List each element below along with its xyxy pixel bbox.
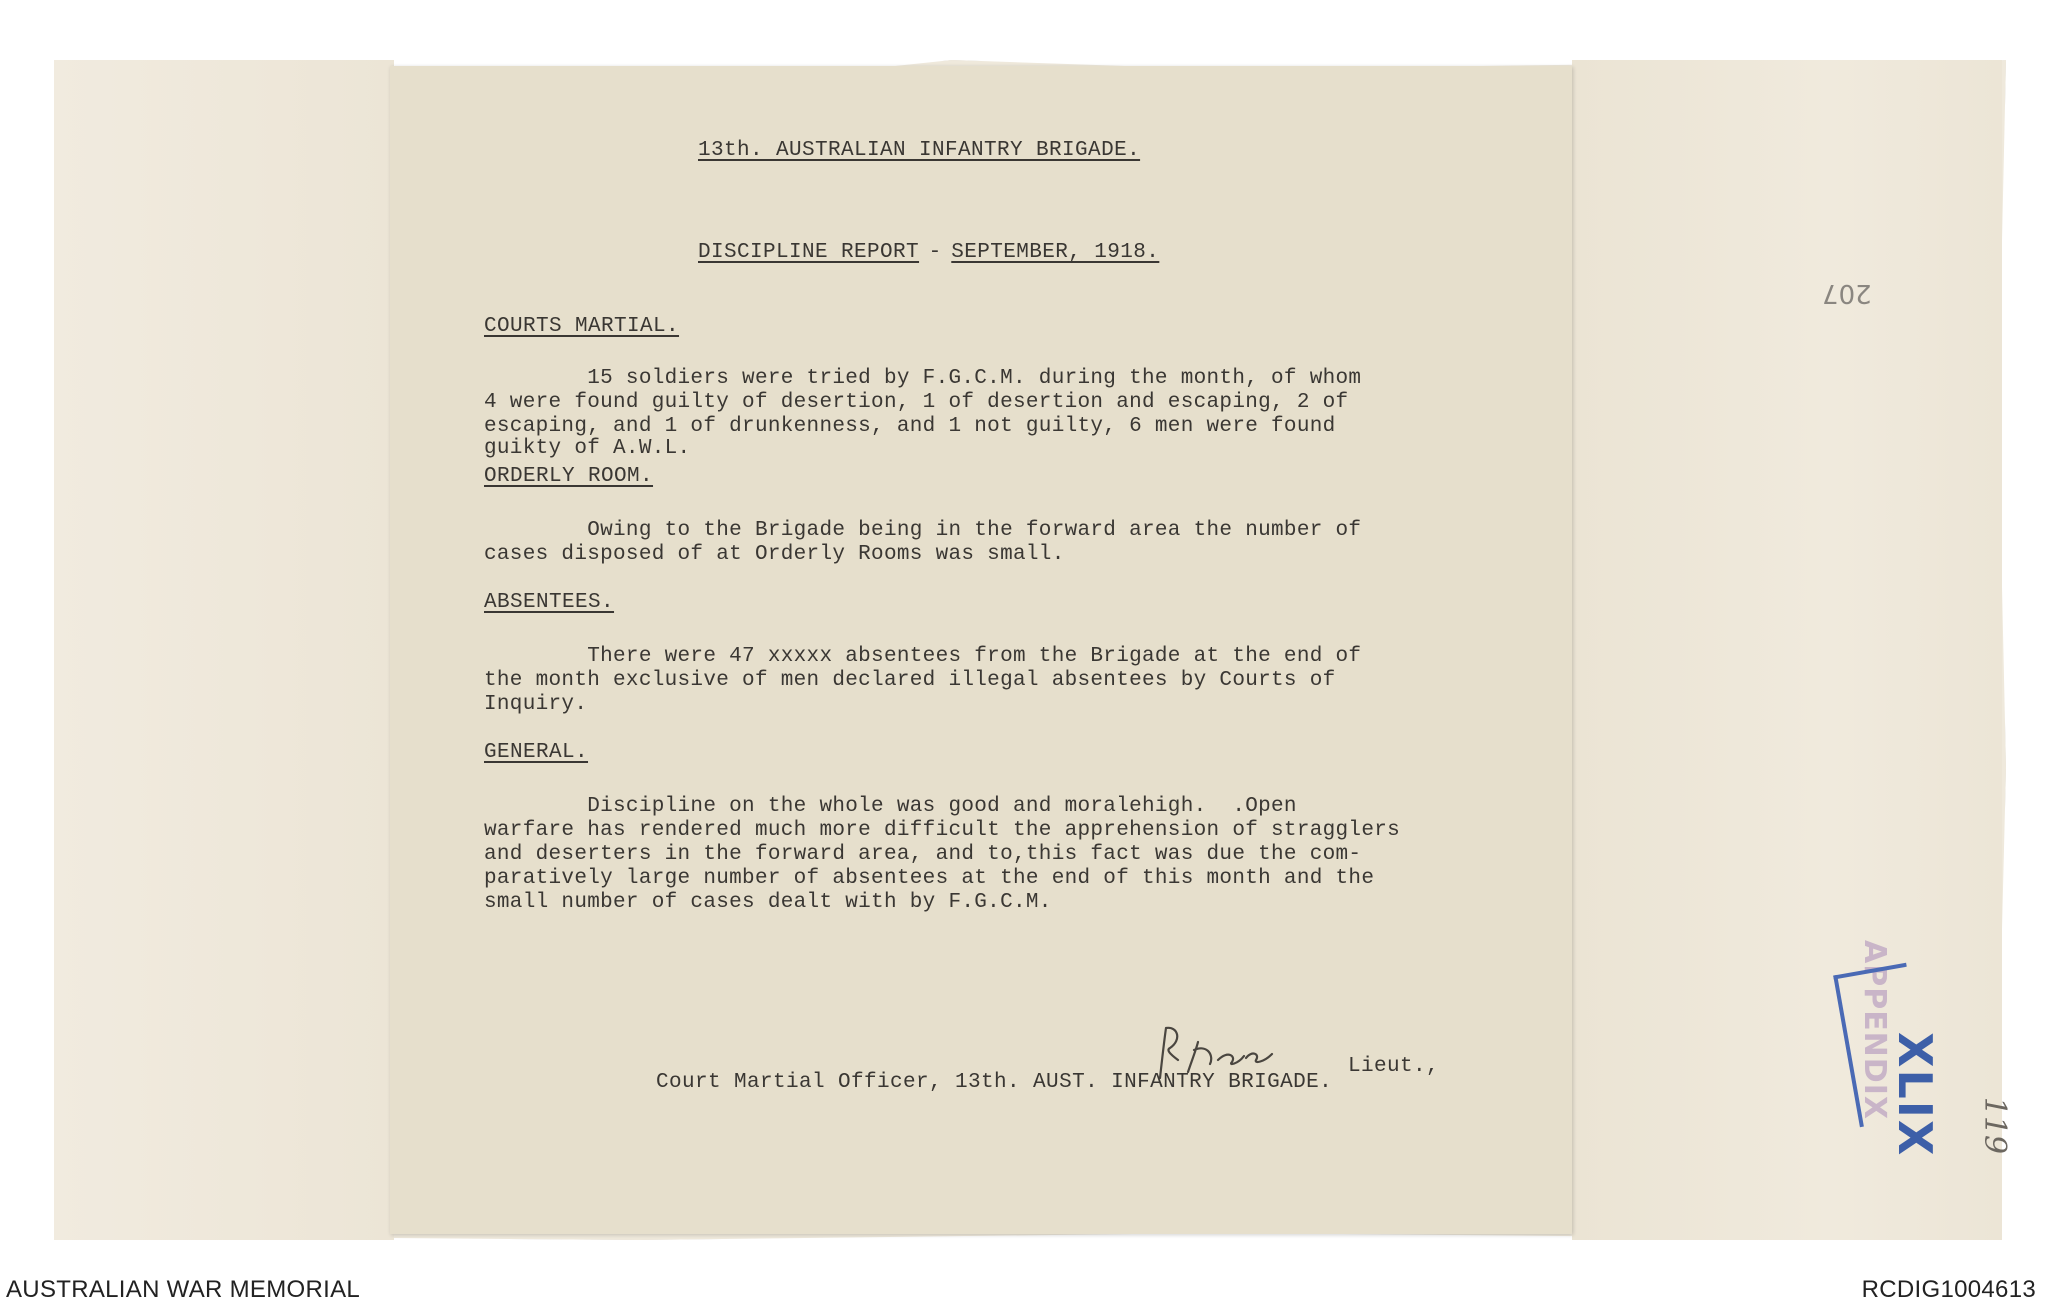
appendix-stamp: APPENDIX: [1857, 940, 1892, 1120]
signature-rank: Lieut.,: [1348, 1055, 1440, 1078]
courts-martial-line: escaping, and 1 of drunkenness, and 1 not guilty, 6 men were found: [484, 415, 1336, 438]
report-title-left: DISCIPLINE REPORT: [698, 241, 920, 264]
appendix-number: XLIX: [1888, 1032, 1942, 1158]
brigade-heading: 13th. AUSTRALIAN INFANTRY BRIGADE.: [698, 139, 1141, 162]
archive-page-number: 207: [1822, 278, 1872, 308]
courts-martial-line: 15 soldiers were tried by F.G.C.M. during the month, of whom: [484, 367, 1362, 390]
footer-institution: AUSTRALIAN WAR MEMORIAL: [6, 1276, 361, 1303]
absentees-line: There were 47 xxxxx absentees from the Brigade at the end of: [484, 645, 1362, 668]
section-heading-orderly-room: ORDERLY ROOM.: [484, 465, 654, 488]
signature-title: Court Martial Officer, 13th. AUST. INFANTRY BRIGADE.: [656, 1071, 1333, 1094]
report-title-right: SEPTEMBER, 1918.: [951, 241, 1160, 264]
section-heading-general: GENERAL.: [484, 741, 589, 764]
folio-number: 119: [1977, 1096, 2013, 1155]
orderly-room-line: Owing to the Brigade being in the forward area the number of: [484, 519, 1362, 542]
general-line: small number of cases dealt with by F.G.C.M.: [484, 891, 1052, 914]
courts-martial-line: guikty of A.W.L.: [484, 437, 691, 460]
backing-fold-left: [54, 60, 394, 1240]
section-heading-courts-martial: COURTS MARTIAL.: [484, 315, 680, 338]
report-title: [698, 242, 1159, 263]
footer-catalogue-id: RCDIG1004613: [1861, 1276, 2036, 1303]
general-line: and deserters in the forward area, and to,this fact was due the com-: [484, 843, 1362, 866]
absentees-line: the month exclusive of men declared illegal absentees by Courts of: [484, 669, 1336, 692]
general-line: Discipline on the whole was good and moralehigh. .Open: [484, 795, 1297, 818]
orderly-room-line: cases disposed of at Orderly Rooms was small.: [484, 543, 1065, 566]
general-line: warfare has rendered much more difficult the apprehension of stragglers: [484, 819, 1401, 842]
courts-martial-line: 4 were found guilty of desertion, 1 of desertion and escaping, 2 of: [484, 391, 1349, 414]
report-title-separator: -: [928, 241, 942, 264]
section-heading-absentees: ABSENTEES.: [484, 591, 615, 614]
absentees-line: Inquiry.: [484, 693, 588, 716]
general-line: paratively large number of absentees at the end of this month and the: [484, 867, 1375, 890]
